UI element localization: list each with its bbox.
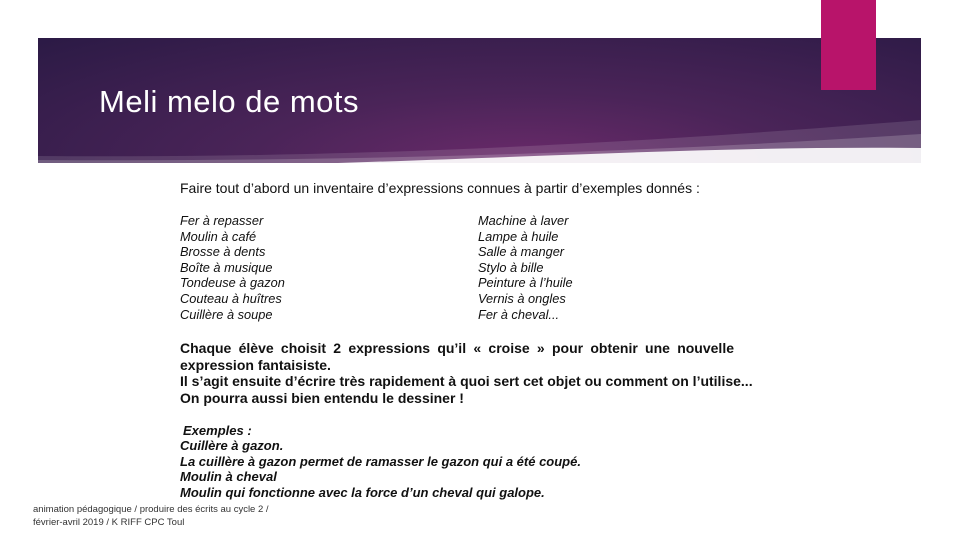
list-item: Lampe à huile	[478, 228, 559, 244]
example-line: Moulin qui fonctionne avec la force d’un cheval qui galope.	[180, 484, 545, 500]
list-item: Salle à manger	[478, 244, 565, 260]
example-line: La cuillère à gazon permet de ramasser le gazon qui a été coupé.	[180, 453, 581, 469]
example-line: Cuillère à gazon.	[180, 438, 284, 454]
list-item: Peinture à l’huile	[478, 275, 573, 291]
list-item: Tondeuse à gazon	[180, 275, 285, 291]
footer	[33, 503, 269, 529]
expressions-list-left	[180, 213, 285, 322]
list-item: Moulin à café	[180, 228, 257, 244]
instruction-line: On pourra aussi bien entendu le dessiner !	[180, 389, 464, 406]
footer-line: février-avril 2019 / K RIFF CPC Toul	[33, 517, 185, 528]
examples-header: Exemples :	[183, 423, 252, 438]
list-item: Cuillère à soupe	[180, 306, 273, 322]
list-item: Machine à laver	[478, 213, 569, 228]
list-item: Boîte à musique	[180, 259, 273, 275]
accent-bar	[821, 0, 876, 90]
footer-line: animation pédagogique / produire des écrits au cycle 2 /	[33, 504, 269, 515]
instructions	[180, 340, 753, 406]
list-item: Fer à repasser	[180, 213, 264, 228]
instruction-line: Chaque élève choisit 2 expressions qu’il « croise » pour obtenir une nouvelle	[180, 340, 734, 356]
examples	[180, 423, 581, 500]
list-item: Brosse à dents	[180, 244, 266, 260]
list-item: Vernis à ongles	[478, 290, 566, 306]
list-item: Couteau à huîtres	[180, 290, 282, 306]
instruction-line: expression fantaisiste.	[180, 356, 331, 373]
instruction-line: Il s’agit ensuite d’écrire très rapidement à quoi sert cet objet ou comment on l’utilise...	[180, 373, 753, 389]
expressions-list-right	[478, 213, 573, 322]
example-line: Moulin à cheval	[180, 469, 277, 485]
intro-text: Faire tout d’abord un inventaire d’expressions connues à partir d’exemples donnés :	[180, 180, 700, 196]
slide-title: Meli melo de mots	[99, 84, 360, 119]
document-image	[170, 172, 753, 502]
list-item: Fer à cheval...	[478, 306, 560, 322]
list-item: Stylo à bille	[478, 259, 544, 275]
